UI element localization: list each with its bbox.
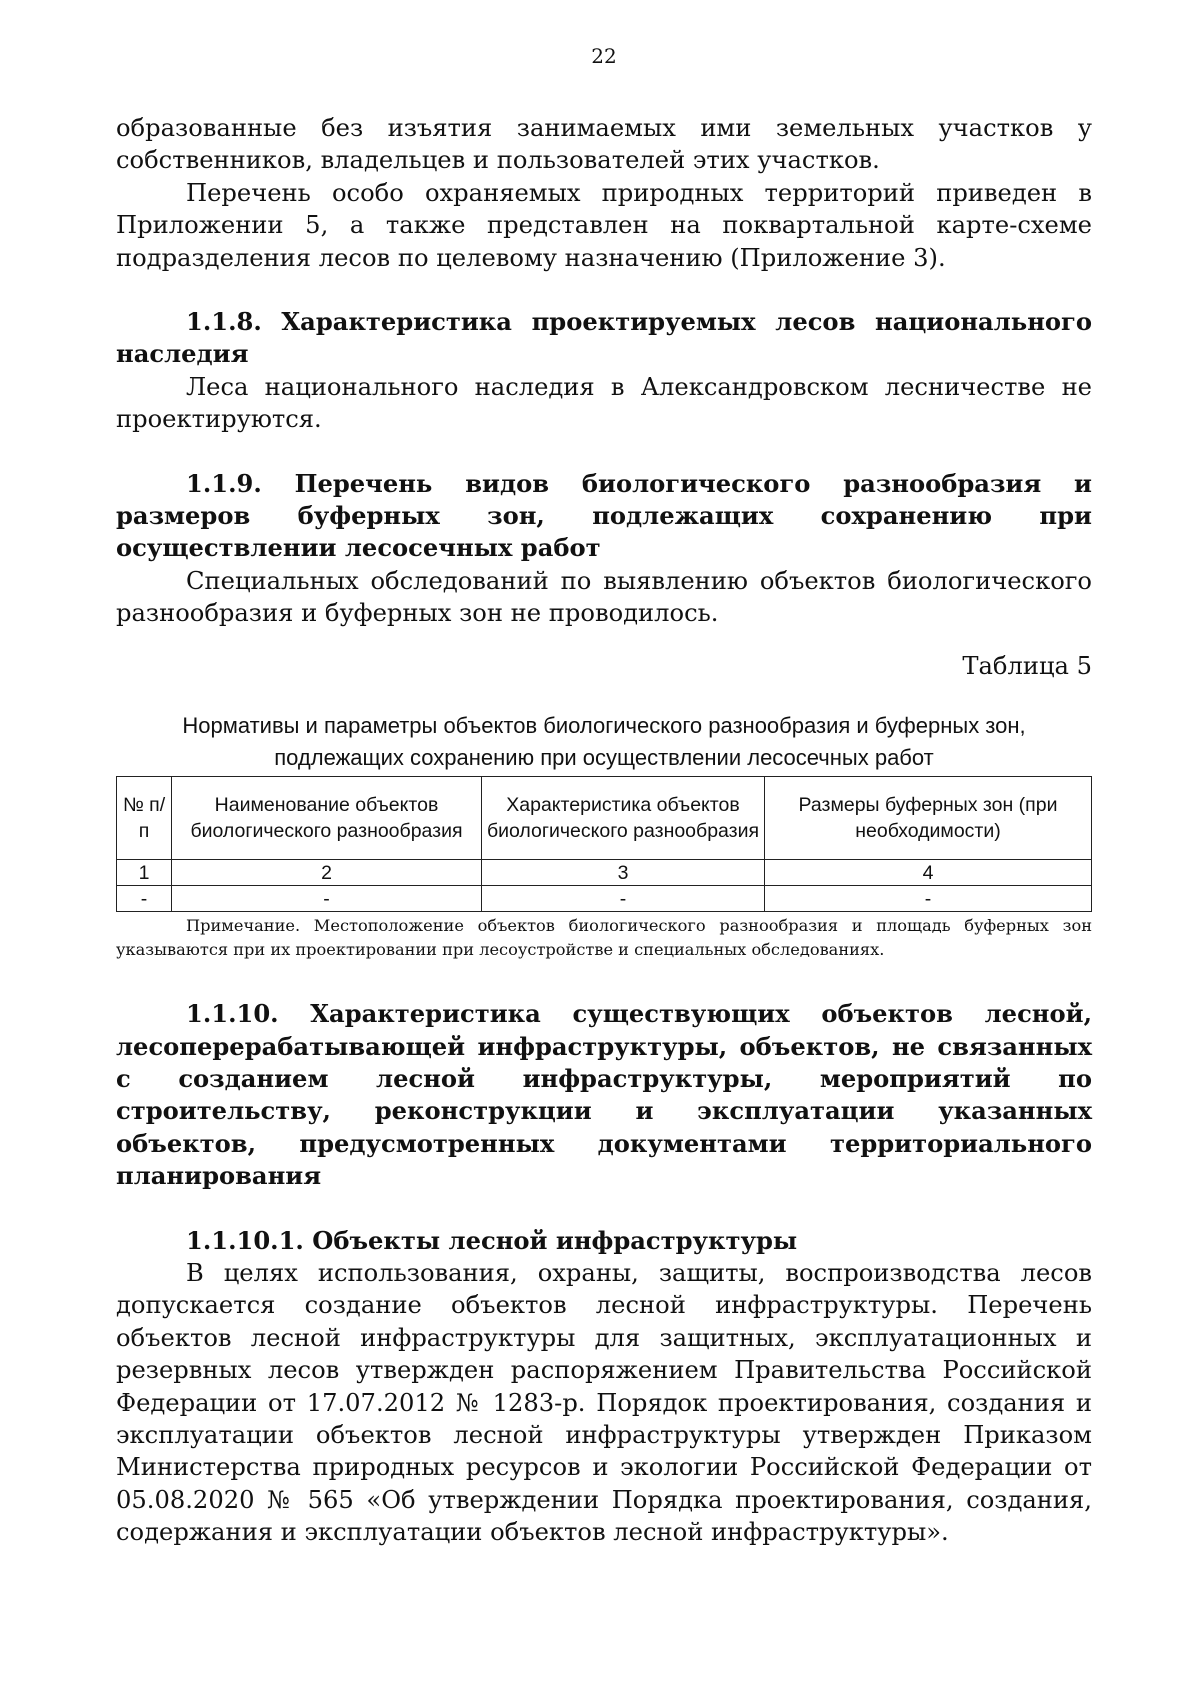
spacer (116, 1193, 1092, 1225)
paragraph-1-1-8: Леса национального наследия в Александровском лесничестве не проектируются. (116, 372, 1092, 434)
table-cell: 3 (482, 860, 765, 886)
table-cell: - (765, 886, 1092, 912)
table-cell: 2 (172, 860, 482, 886)
spacer (116, 274, 1092, 306)
heading-1-1-8: 1.1.8. Характеристика проектируемых лесов национального наследия (116, 307, 1092, 369)
paragraph-continuation: образованные без изъятия занимаемых ими земельных участков у собственников, владельцев и пользователей этих участков. (116, 114, 1092, 175)
table-label: Таблица 5 (962, 651, 1092, 680)
heading-1-1-10: 1.1.10. Характеристика существующих объектов лесной, лесоперерабатывающей инфраструктуры, объектов, не связанных с созданием лесной инфраструктуры, мероприятий по строительству, реконструкции и эксплуатации указанных объектов, предусмотренных документами территориального планирования (116, 999, 1092, 1191)
paragraph-1-1-10-1: В целях использования, охраны, защиты, воспроизводства лесов допускается создание объектов лесной инфраструктуры. Перечень объектов лесной инфраструктуры для защитных, эксплуатационных и резервных лесов утвержден распоряжением Правительства Российской Федерации от 17.07.2012 № 1283-р. Порядок проектирования, создания и эксплуатации объектов лесной инфраструктуры утвержден Приказом Министерства природных ресурсов и экологии Российской Федерации от 05.08.2020 № 565 «Об утверждении Порядка проектирования, создания, содержания и эксплуатации объектов лесной инфраструктуры». (116, 1258, 1092, 1547)
heading-1-1-10-1: 1.1.10.1. Объекты лесной инфраструктуры (186, 1225, 798, 1255)
header-object-characteristic: Характеристика объектов биологического разнообразия (482, 777, 765, 860)
table-row (117, 886, 1092, 912)
table-cell: 1 (117, 860, 172, 886)
table-note: Примечание. Местоположение объектов биологического разнообразия и площадь буферных зон указываются при их проектировании при лесоустройстве и специальных обследованиях. (116, 916, 1092, 960)
header-number: № п/п (117, 777, 172, 860)
spacer (116, 436, 1092, 468)
header-buffer-zone-size: Размеры буферных зон (при необходимости) (765, 777, 1092, 860)
table-caption: Нормативы и параметры объектов биологического разнообразия и буферных зон, подлежащих сохранению при осуществлении лесосечных работ (182, 713, 1026, 771)
paragraph-1-1-9: Специальных обследований по выявлению объектов биологического разнообразия и буферных зон не проводилось. (116, 566, 1092, 628)
heading-1-1-9: 1.1.9. Перечень видов биологического разнообразия и размеров буферных зон, подлежащих сохранению при осуществлении лесосечных работ (116, 468, 1092, 563)
table-cell: 4 (765, 860, 1092, 886)
spacer (116, 962, 1092, 998)
header-object-name: Наименование объектов биологического разнообразия (172, 777, 482, 860)
table-cell: - (482, 886, 765, 912)
biodiversity-norms-table (116, 776, 1092, 912)
table-header-row (117, 777, 1092, 860)
page-number: 22 (591, 44, 617, 68)
table-cell: - (117, 886, 172, 912)
table-row (117, 860, 1092, 886)
table-cell: - (172, 886, 482, 912)
paragraph-protected-areas: Перечень особо охраняемых природных территорий приведен в Приложении 5, а также представлен на поквартальной карте-схеме подразделения лесов по целевому назначению (Приложение 3). (116, 178, 1092, 272)
